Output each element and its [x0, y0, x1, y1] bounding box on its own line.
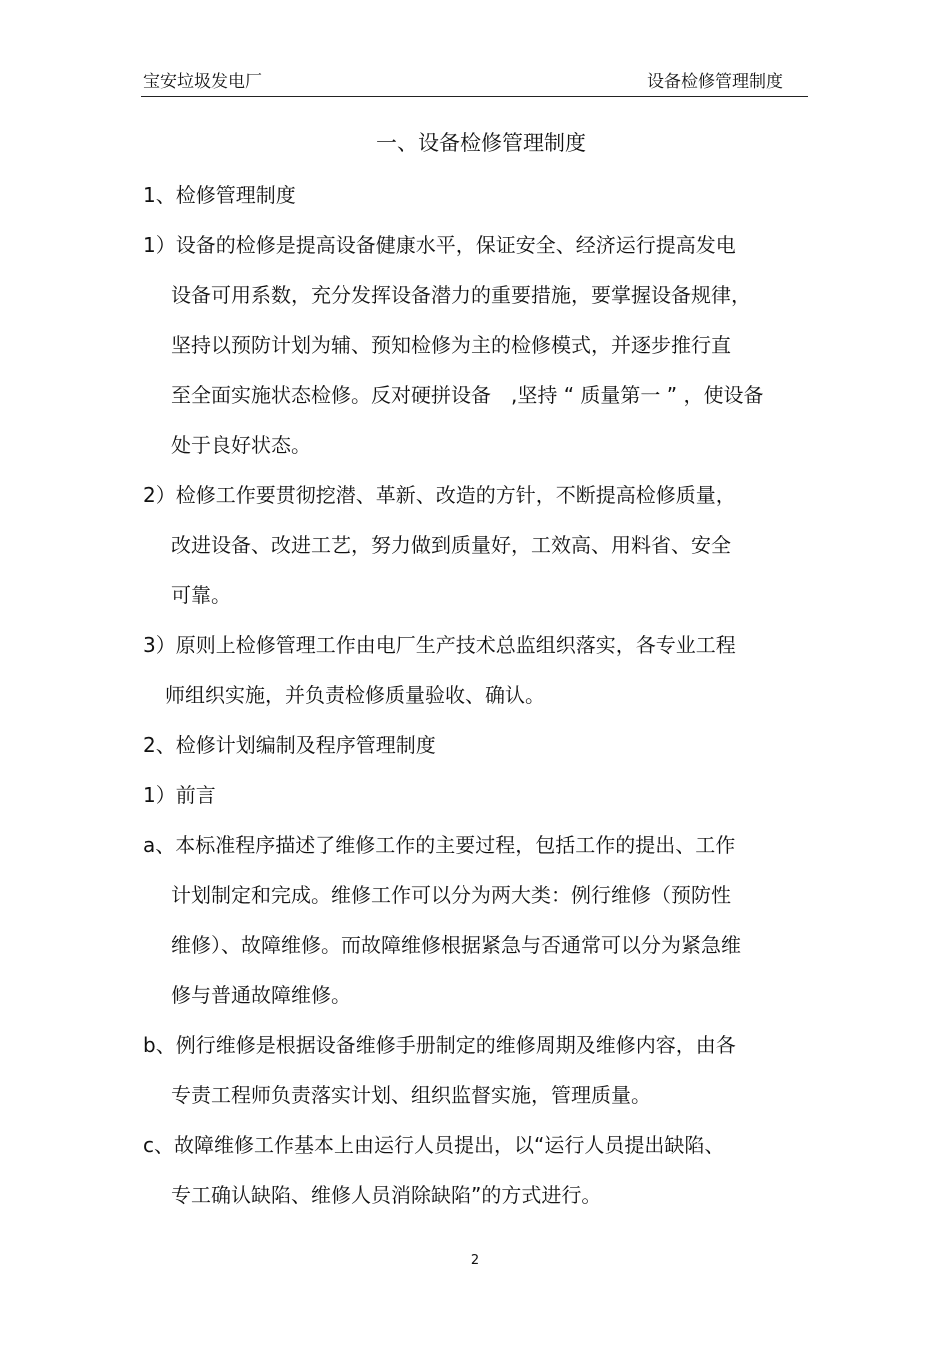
paragraph-line: 可靠。 — [171, 583, 231, 607]
header-divider — [141, 96, 808, 97]
paragraph-line: 3）原则上检修管理工作由电厂生产技术总监组织落实，各专业工程 — [143, 633, 736, 657]
paragraph-line: 设备可用系数，充分发挥设备潜力的重要措施，要掌握设备规律， — [171, 283, 751, 307]
page-number: 2 — [470, 1253, 480, 1268]
paragraph-line: 处于良好状态。 — [171, 433, 311, 457]
header-right-text: 设备检修管理制度 — [647, 72, 783, 92]
heading-2: 2、检修计划编制及程序管理制度 — [143, 733, 436, 757]
paragraph-line: 专责工程师负责落实计划、组织监督实施，管理质量。 — [171, 1083, 651, 1107]
paragraph-line: 至全面实施状态检修。反对硬拼设备 ,坚持 “ 质量第一 ” ，使设备 — [171, 383, 764, 407]
paragraph-line: 维修）、故障维修。而故障维修根据紧急与否通常可以分为紧急维 — [171, 933, 741, 957]
section-title: 一、设备检修管理制度 — [376, 131, 586, 155]
paragraph-line: a、本标准程序描述了维修工作的主要过程，包括工作的提出、工作 — [143, 833, 736, 857]
header-left-text: 宝安垃圾发电厂 — [143, 72, 262, 92]
subheading: 1）前言 — [143, 783, 216, 807]
paragraph-line: 2）检修工作要贯彻挖潜、革新、改造的方针，不断提高检修质量， — [143, 483, 736, 507]
paragraph-line: c、故障维修工作基本上由运行人员提出，以“运行人员提出缺陷、 — [143, 1133, 725, 1157]
heading-1: 1、检修管理制度 — [143, 183, 296, 207]
paragraph-line: 计划制定和完成。维修工作可以分为两大类：例行维修（预防性 — [171, 883, 731, 907]
paragraph-line: 修与普通故障维修。 — [171, 983, 351, 1007]
paragraph-line: 坚持以预防计划为辅、预知检修为主的检修模式，并逐步推行直 — [171, 333, 731, 357]
paragraph-line: 改进设备、改进工艺，努力做到质量好，工效高、用料省、安全 — [171, 533, 731, 557]
paragraph-line: 师组织实施，并负责检修质量验收、确认。 — [165, 683, 545, 707]
paragraph-line: 专工确认缺陷、维修人员消除缺陷”的方式进行。 — [171, 1183, 602, 1207]
paragraph-line: 1）设备的检修是提高设备健康水平，保证安全、经济运行提高发电 — [143, 233, 736, 257]
paragraph-line: b、例行维修是根据设备维修手册制定的维修周期及维修内容，由各 — [143, 1033, 736, 1057]
